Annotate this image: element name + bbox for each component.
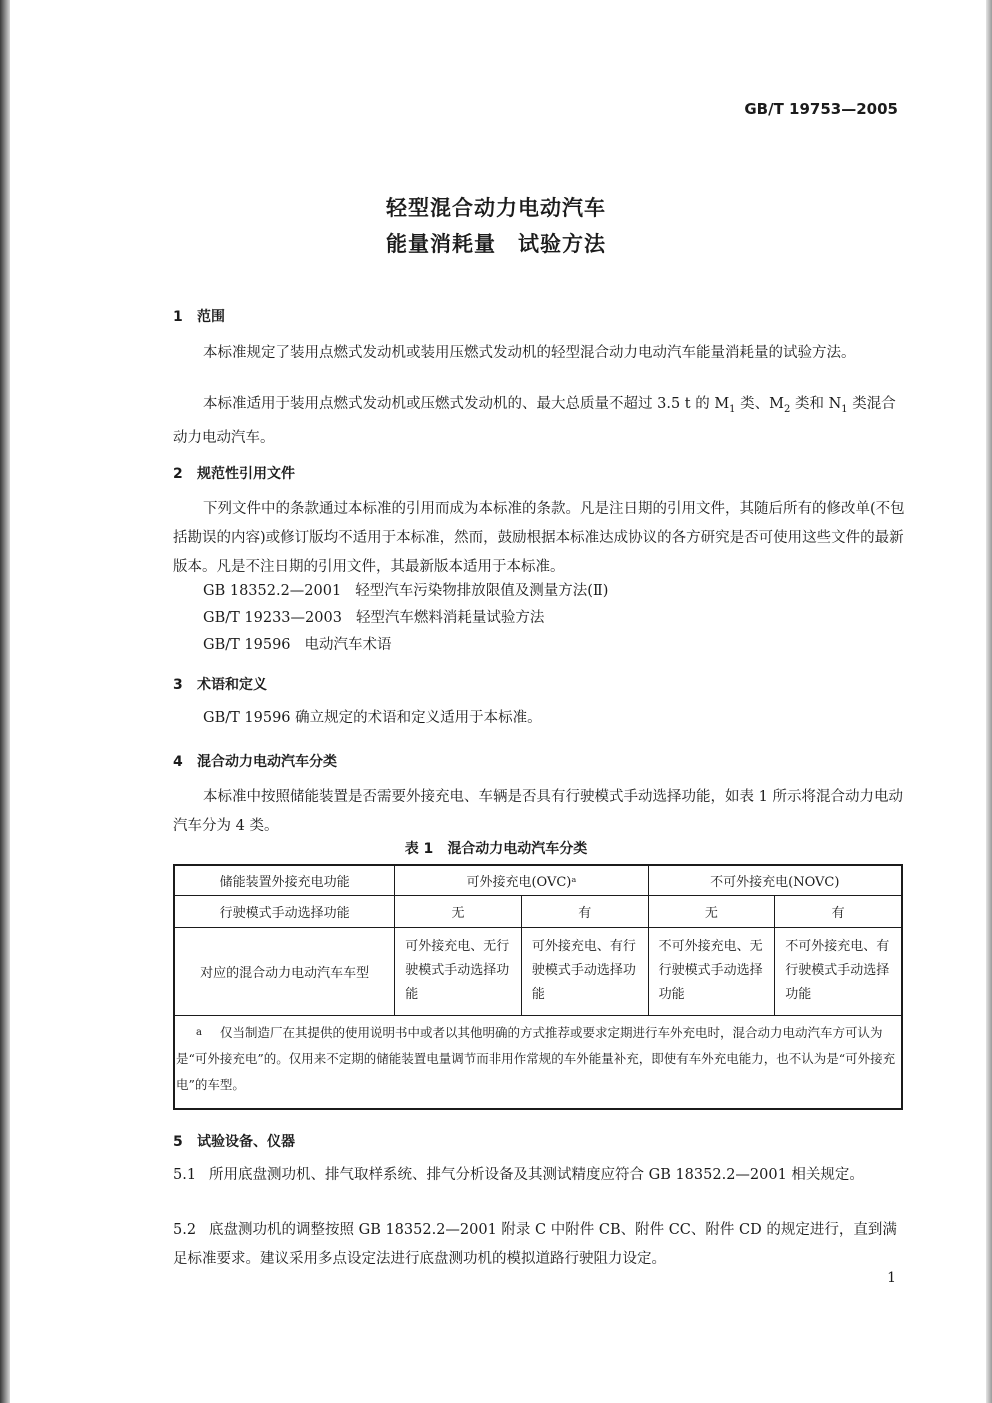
section-2-number: 2: [173, 466, 183, 482]
clause-number: 5.1: [173, 1167, 197, 1183]
text-run: 本标准适用于装用点燃式发动机或压燃式发动机的、最大总质量不超过 3.5 t 的 M: [203, 396, 730, 412]
table-row: [174, 927, 902, 1015]
clause-text: 所用底盘测功机、排气取样系统、排气分析设备及其测试精度应符合 GB 18352.2—2001 相关规定。: [209, 1167, 864, 1183]
text-run: 类混合动力电动汽车。: [173, 396, 896, 446]
reference-1: [203, 579, 608, 600]
section-1-para-1: 本标准规定了装用点燃式发动机或装用压燃式发动机的轻型混合动力电动汽车能量消耗量的试验方法。: [203, 345, 856, 361]
section-2-heading: [173, 463, 295, 483]
subscript: 1: [841, 403, 848, 415]
reference-code: GB 18352.2—2001: [203, 583, 342, 599]
standard-number: GB/T 19753—2005: [744, 100, 898, 118]
reference-name: 轻型汽车燃料消耗量试验方法: [355, 610, 545, 626]
table-row: [174, 865, 902, 895]
type-novc-mode: 不可外接充电、有行驶模式手动选择功能: [775, 927, 902, 1015]
row-header-mode: 行驶模式手动选择功能: [174, 895, 395, 927]
cell-ovc-no: 无: [395, 895, 522, 927]
subscript: 2: [784, 403, 791, 415]
clause-5-1: [173, 1161, 905, 1190]
subscript: 1: [729, 403, 736, 415]
type-ovc-mode: 可外接充电、有行驶模式手动选择功能: [521, 927, 648, 1015]
section-1-para-2: [173, 390, 905, 453]
section-3-number: 3: [173, 677, 183, 693]
header-novc: 不可外接充电(NOVC): [648, 865, 902, 895]
section-3-title: 术语和定义: [197, 677, 267, 693]
section-5-heading: [173, 1131, 295, 1151]
reference-code: GB/T 19233—2003: [203, 610, 342, 626]
type-ovc-no-mode: 可外接充电、无行驶模式手动选择功能: [395, 927, 522, 1015]
title-line-2: 能量消耗量 试验方法: [386, 232, 606, 256]
table-caption-text: 混合动力电动汽车分类: [447, 841, 588, 857]
type-novc-no-mode: 不可外接充电、无行驶模式手动选择功能: [648, 927, 775, 1015]
page-number: 1: [887, 1270, 896, 1286]
clause-text: 底盘测功机的调整按照 GB 18352.2—2001 附录 C 中附件 CB、附件 CC、附件 CD 的规定进行，直到满足标准要求。建议采用多点设定法进行底盘测功机的模拟道路行驶阻力设定。: [173, 1222, 897, 1267]
section-1-title: 范围: [197, 309, 225, 325]
row-header-charging: 储能装置外接充电功能: [174, 865, 395, 895]
section-1-number: 1: [173, 309, 183, 325]
section-4-para: 本标准中按照储能装置是否需要外接充电、车辆是否具有行驶模式手动选择功能，如表 1 所示将混合动力电动汽车分为 4 类。: [173, 789, 903, 834]
section-5-number: 5: [173, 1134, 183, 1150]
section-1-heading: [173, 306, 225, 326]
section-5-title: 试验设备、仪器: [197, 1134, 295, 1150]
section-3-para: GB/T 19596 确立规定的术语和定义适用于本标准。: [203, 710, 542, 726]
cell-ovc-yes: 有: [521, 895, 648, 927]
section-4-heading: [173, 751, 337, 771]
reference-name: 轻型汽车污染物排放限值及测量方法(Ⅱ): [355, 583, 609, 599]
table-label: 表 1: [404, 841, 434, 857]
clause-5-2: [173, 1216, 905, 1274]
table-footnote: [176, 1020, 896, 1098]
section-4-number: 4: [173, 754, 183, 770]
clause-number: 5.2: [173, 1222, 197, 1238]
cell-novc-yes: 有: [775, 895, 902, 927]
text-run: 类和 N: [790, 396, 842, 412]
reference-3: [203, 633, 392, 654]
reference-2: [203, 606, 544, 627]
section-3-heading: [173, 674, 267, 694]
section-2-para: 下列文件中的条款通过本标准的引用而成为本标准的条款。凡是注日期的引用文件，其随后所有的修改单(不包括勘误的内容)或修订版均不适用于本标准，然而，鼓励根据本标准达成协议的各方研究是否可使用这些文件的最新版本。凡是不注日期的引用文件，其最新版本适用于本标准。: [173, 501, 905, 575]
title-line-1: 轻型混合动力电动汽车: [386, 196, 606, 220]
footnote-mark: a: [196, 1027, 202, 1038]
reference-name: 电动汽车术语: [304, 637, 392, 653]
section-4-title: 混合动力电动汽车分类: [197, 754, 337, 770]
text-run: 类、M: [735, 396, 785, 412]
section-2-title: 规范性引用文件: [197, 466, 295, 482]
header-ovc: 可外接充电(OVC)ᵃ: [395, 865, 648, 895]
reference-code: GB/T 19596: [203, 637, 291, 653]
footnote-text: 仅当制造厂在其提供的使用说明书中或者以其他明确的方式推荐或要求定期进行车外充电时，混合动力电动汽车方可认为是“可外接充电”的。仅用来不定期的储能装置电量调节而非用作常规的车外能量补充，即使有车外充电能力，也不认为是“可外接充电”的车型。: [176, 1025, 896, 1092]
cell-novc-no: 无: [648, 895, 775, 927]
table-row: [174, 895, 902, 927]
row-header-type: 对应的混合动力电动汽车车型: [174, 927, 395, 1015]
table-1-caption: [0, 838, 992, 858]
